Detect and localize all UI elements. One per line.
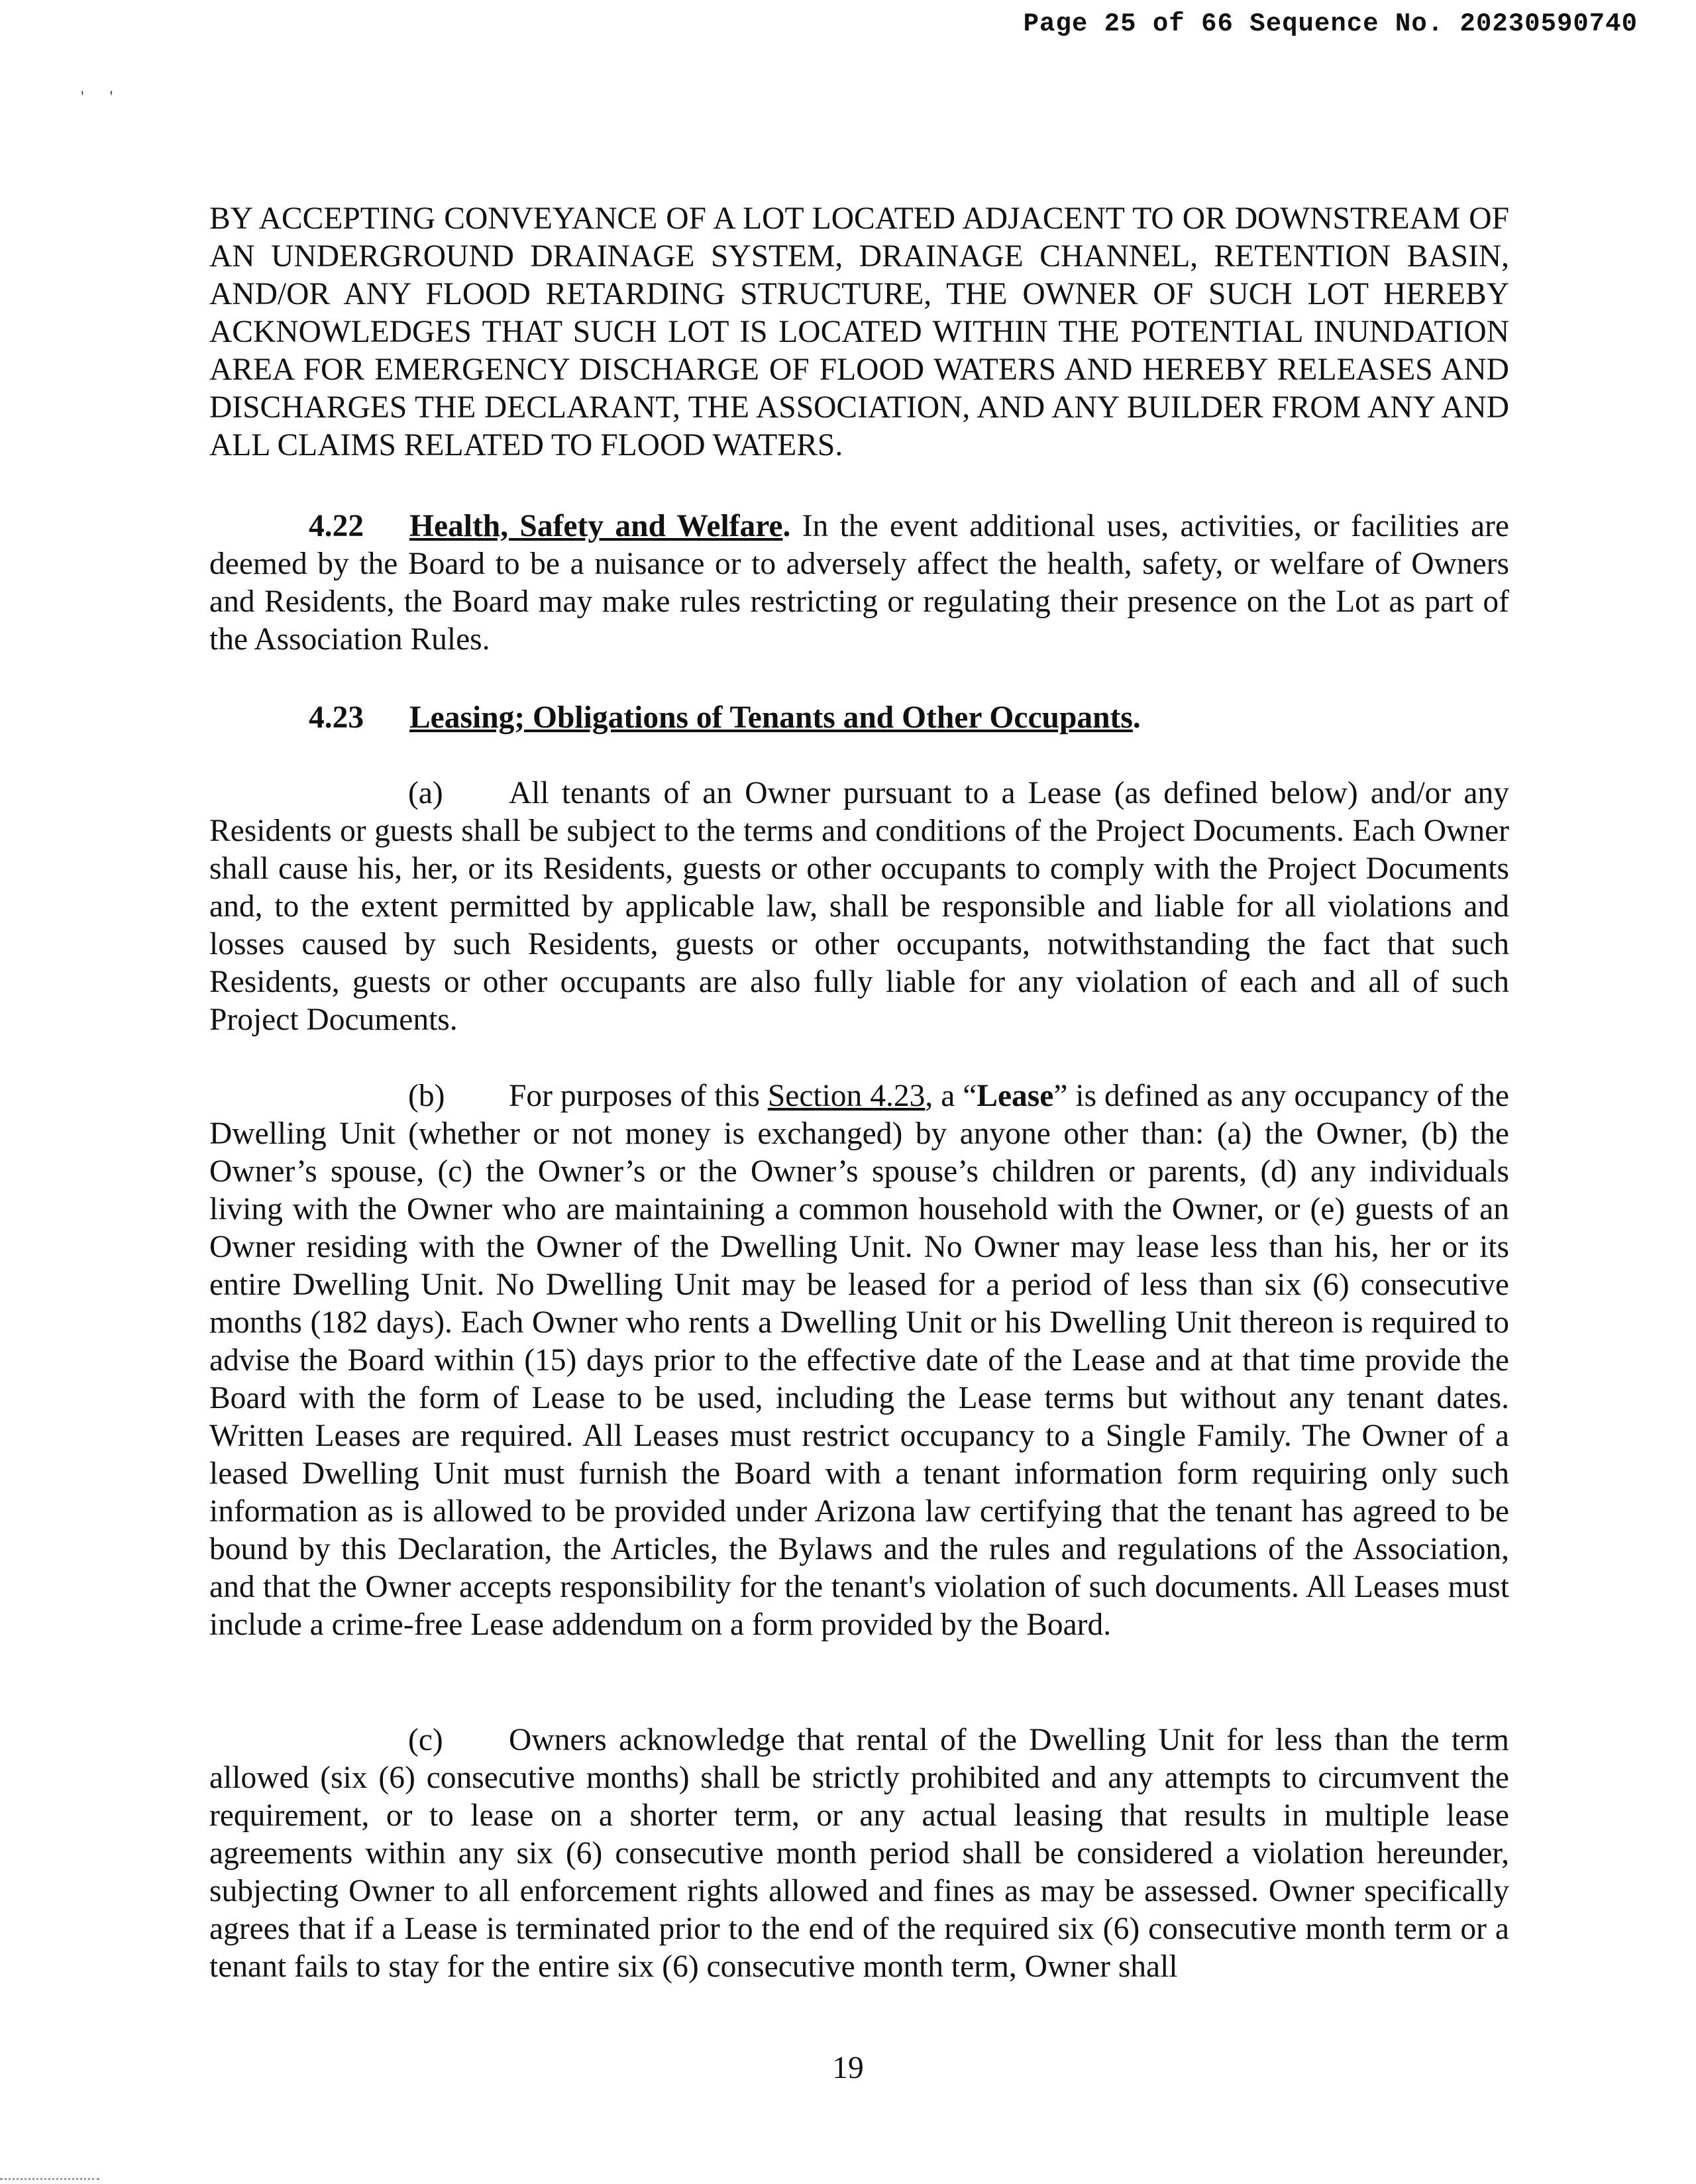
page-sequence-header: Page 25 of 66 Sequence No. 20230590740 xyxy=(1023,9,1638,38)
paragraph-c-label: (c) xyxy=(408,1723,443,1757)
section-4-22-number: 4.22 xyxy=(309,509,364,543)
section-4-22-title-period: . xyxy=(782,509,791,543)
margin-marks: ' ' xyxy=(81,87,113,107)
section-4-23-number: 4.23 xyxy=(309,700,364,735)
paragraph-b-text: ” is defined as any occupancy of the Dwelling Unit (whether or not money is exchanged) by anyone other than: (a) the Owner, (b) the Owner’s spouse, (c) the Owner’s or the Owner’s spouse’s children or parents, (d) any individuals living with the Owner who are maintaining a common household with the Owner, or (e) guests of an Owner residing with the Owner of the Dwelling Unit. No Owner may lease less than his, her or its entire Dwelling Unit. No Dwelling Unit may be leased for a period of less than six (6) consecutive months (182 days). Each Owner who rents a Dwelling Unit or his Dwelling Unit thereon is required to advise the Board within (15) days prior to the effective date of the Lease and at that time provide the Board with the form of Lease to be used, including the Lease terms but without any tenant dates. Written Leases are required. All Leases must restrict occupancy to a Single Family. The Owner of a leased Dwelling Unit must furnish the Board with a tenant information form requiring only such information as is allowed to be provided under Arizona law certifying that the tenant has agreed to be bound by this Declaration, the Articles, the Bylaws and the rules and regulations of the Association, and that the Owner accepts responsibility for the tenant's violation of such documents. All Leases must include a crime-free Lease addendum on a form provided by the Board. xyxy=(209,1079,1509,1642)
paragraph-b xyxy=(209,1077,1509,1644)
section-reference-link: Section 4.23 xyxy=(767,1079,926,1113)
lease-defined-term: Lease xyxy=(977,1079,1054,1113)
section-4-22 xyxy=(209,508,1509,659)
paragraph-a xyxy=(209,775,1509,1039)
scan-artifact xyxy=(0,2171,99,2180)
section-4-22-title: Health, Safety and Welfare xyxy=(409,509,783,543)
section-4-23-title-period: . xyxy=(1132,700,1141,735)
caps-paragraph-text: BY ACCEPTING CONVEYANCE OF A LOT LOCATED ADJACENT TO OR DOWNSTREAM OF AN UNDERGROUND DRAINAGE SYSTEM, DRAINAGE CHANNEL, RETENTION BASIN, AND/OR ANY FLOOD RETARDING STRUCTURE, THE OWNER OF SUCH LOT HEREBY ACKNOWLEDGES THAT SUCH LOT IS LOCATED WITHIN THE POTENTIAL INUNDATION AREA FOR EMERGENCY DISCHARGE OF FLOOD WATERS AND HEREBY RELEASES AND DISCHARGES THE DECLARANT, THE ASSOCIATION, AND ANY BUILDER FROM ANY AND ALL CLAIMS RELATED TO FLOOD WATERS. xyxy=(209,201,1509,463)
paragraph-b-intro: For purposes of this xyxy=(509,1079,760,1113)
paragraph-c-text: Owners acknowledge that rental of the Dwelling Unit for less than the term allowed (six (6) consecutive months) shall be strictly prohibited and any attempts to circumvent the requirement, or to lease on a shorter term, or any actual leasing that results in multiple lease agreements within any six (6) consecutive month period shall be considered a violation hereunder, subjecting Owner to all enforcement rights allowed and fines as may be assessed. Owner specifically agrees that if a Lease is terminated prior to the end of the required six (6) consecutive month term or a tenant fails to stay for the entire six (6) consecutive month term, Owner shall xyxy=(209,1723,1509,1984)
section-4-23-title: Leasing; Obligations of Tenants and Other Occupants xyxy=(409,700,1133,735)
paragraph-b-mid: , a “ xyxy=(925,1079,977,1113)
paragraph-b-label: (b) xyxy=(408,1079,445,1113)
section-4-23-heading xyxy=(209,699,1509,737)
section-4-22-text: In the event additional uses, activities, or facilities are deemed by the Board to be a nuisance or to adversely affect the health, safety, or welfare of Owners and Residents, the Board may make rules restricting or regulating their presence on the Lot as part of the Association Rules. xyxy=(209,509,1509,657)
paragraph-a-text: All tenants of an Owner pursuant to a Lease (as defined below) and/or any Residents or guests shall be subject to the terms and conditions of the Project Documents. Each Owner shall cause his, her, or its Residents, guests or other occupants to comply with the Project Documents and, to the extent permitted by applicable law, shall be responsible and liable for all violations and losses caused by such Residents, guests or other occupants, notwithstanding the fact that such Residents, guests or other occupants are also fully liable for any violation of each and all of such Project Documents. xyxy=(209,776,1509,1037)
paragraph-a-label: (a) xyxy=(408,776,443,810)
page-number: 19 xyxy=(832,2051,864,2085)
flood-waiver-paragraph xyxy=(209,200,1509,464)
paragraph-c xyxy=(209,1721,1509,1986)
